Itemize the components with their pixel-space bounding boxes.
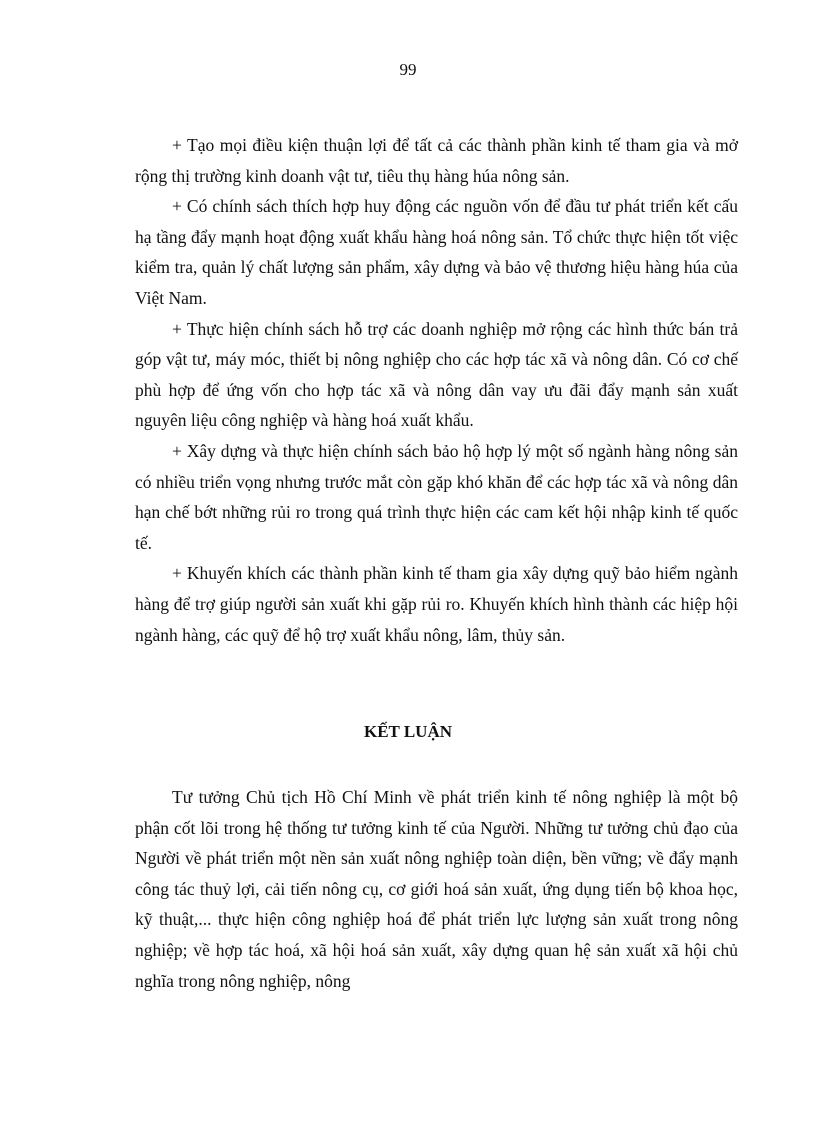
paragraph-5: + Khuyến khích các thành phần kinh tế tham gia xây dựng quỹ bảo hiểm ngành hàng để trợ giúp người sản xuất khi gặp rủi ro. Khuyến khích hình thành các hiệp hội ngành hàng, các quỹ để hộ trợ xuất khẩu nông, lâm, thủy sản. — [135, 563, 738, 645]
paragraph-3: + Thực hiện chính sách hỗ trợ các doanh nghiệp mở rộng các hình thức bán trả góp vật tư, máy móc, thiết bị nông nghiệp cho các hợp tác xã và nông dân. Có cơ chế phù hợp để ứng vốn cho hợp tác xã và nông dân vay ưu đãi đẩy mạnh sản xuất nguyên liệu công nghiệp và hàng hoá xuất khẩu. — [135, 318, 738, 431]
paragraph-4: + Xây dựng và thực hiện chính sách bảo hộ hợp lý một số ngành hàng nông sản có nhiều triển vọng nhưng trước mắt còn gặp khó khăn để các hợp tác xã và nông dân hạn chế bớt những rủi ro trong quá trình thực hiện các cam kết hội nhập kinh tế quốc tế. — [135, 440, 738, 553]
policy-list — [135, 130, 738, 650]
conclusion-paragraph: Tư tưởng Chủ tịch Hồ Chí Minh về phát triển kinh tế nông nghiệp là một bộ phận cốt lõi trong hệ thống tư tưởng kinh tế của Người. Những tư tưởng chủ đạo của Người về phát triển một nền sản xuất nông nghiệp toàn diện, bền vững; về đẩy mạnh công tác thuỷ lợi, cải tiến nông cụ, cơ giới hoá sản xuất, ứng dụng tiến bộ khoa học, kỹ thuật,... thực hiện công nghiệp hoá để phát triển lực lượng sản xuất trong nông nghiệp; về hợp tác hoá, xã hội hoá sản xuất, xây dựng quan hệ sản xuất xã hội chủ nghĩa trong nông nghiệp, nông — [135, 787, 738, 991]
page-number: 99 — [399, 60, 417, 79]
conclusion-heading: KẾT LUẬN — [363, 722, 452, 741]
conclusion-body — [135, 782, 738, 996]
paragraph-1: + Tạo mọi điều kiện thuận lợi để tất cả các thành phần kinh tế tham gia và mở rộng thị trường kinh doanh vật tư, tiêu thụ hàng húa nông sản. — [135, 135, 738, 186]
paragraph-2: + Có chính sách thích hợp huy động các nguồn vốn để đầu tư phát triển kết cấu hạ tầng đẩy mạnh hoạt động xuất khẩu hàng hoá nông sản. Tổ chức thực hiện tốt việc kiểm tra, quản lý chất lượng sản phẩm, xây dựng và bảo vệ thương hiệu hàng húa của Việt Nam. — [135, 196, 738, 308]
